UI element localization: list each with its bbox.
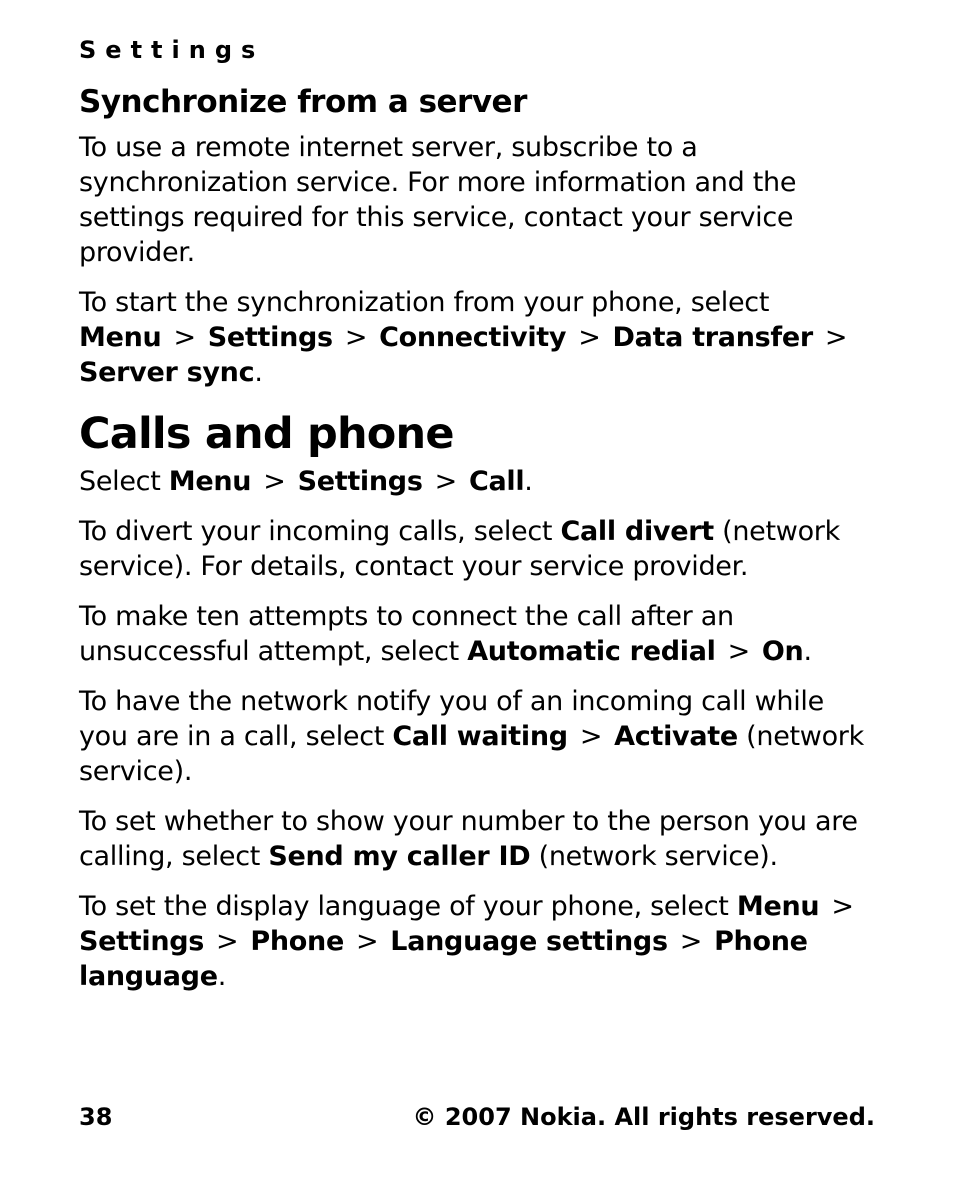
menu-path-item: Server sync: [79, 357, 255, 388]
calls-paragraph-5: [79, 804, 879, 874]
sync-paragraph-1: To use a remote internet server, subscribe to a synchronization service. For more information and the settings required for this service, contact your service provider.: [79, 132, 797, 268]
copyright-notice: © 2007 Nokia. All rights reserved.: [412, 1103, 875, 1131]
menu-path-item: Settings: [79, 926, 205, 957]
calls-p4-intro: To have the network notify you of an incoming call while you are in a call, select: [79, 686, 824, 752]
page-footer: [79, 1097, 875, 1137]
running-head: Settings: [79, 36, 265, 64]
sync-p2-end: .: [254, 357, 263, 388]
calls-paragraph-1: [79, 464, 879, 499]
path-separator: >: [173, 322, 196, 353]
calls-p5-intro: To set whether to show your number to the person you are calling, select: [79, 806, 858, 872]
path-separator: >: [344, 322, 368, 353]
sync-p2-intro: To start the synchronization from your phone, select: [79, 287, 770, 318]
calls-p4-end: (network service).: [79, 721, 864, 787]
calls-p2-end: (network service). For details, contact your service provider.: [79, 516, 840, 582]
calls-p2-intro: To divert your incoming calls, select: [79, 516, 553, 547]
menu-term: Send my caller ID: [268, 841, 531, 872]
menu-path-item: Language settings: [390, 926, 668, 957]
menu-path-item: Menu: [736, 891, 820, 922]
path-separator: >: [727, 636, 750, 667]
path-separator: >: [831, 891, 854, 922]
page-content: [79, 30, 879, 1009]
calls-p3-intro: To make ten attempts to connect the call after an unsuccessful attempt, select: [79, 601, 734, 667]
path-separator: >: [355, 926, 379, 957]
page-number: 38: [79, 1103, 113, 1131]
menu-path-item: Settings: [297, 466, 423, 497]
path-separator: >: [579, 721, 603, 752]
menu-path-item: Menu: [79, 322, 162, 353]
path-separator: >: [434, 466, 457, 497]
section-heading-sync: Synchronize from a server: [79, 84, 527, 120]
path-separator: >: [578, 322, 601, 353]
path-separator: >: [263, 466, 286, 497]
section-heading-calls: Calls and phone: [79, 409, 454, 459]
calls-p6-intro: To set the display language of your phone, select: [79, 891, 729, 922]
calls-p5-end: (network service).: [538, 841, 778, 872]
menu-path-item: Phone language: [79, 926, 808, 992]
menu-path-item: Call waiting: [392, 721, 568, 752]
calls-paragraph-6: [79, 889, 879, 994]
calls-p1-intro: Select: [79, 466, 161, 497]
menu-path-item: Settings: [207, 322, 333, 353]
calls-paragraph-2: [79, 514, 879, 584]
calls-paragraph-3: [79, 599, 879, 669]
menu-path-item: Data transfer: [612, 322, 813, 353]
sync-paragraph-2: [79, 285, 879, 390]
calls-p3-end: .: [803, 636, 812, 667]
menu-term: Call divert: [560, 516, 714, 547]
menu-path-item: Automatic redial: [467, 636, 716, 667]
menu-path-item: Phone: [250, 926, 344, 957]
menu-path-item: Connectivity: [379, 322, 567, 353]
calls-p6-end: .: [217, 961, 227, 992]
path-separator: >: [824, 322, 848, 353]
menu-path-item: Call: [468, 466, 525, 497]
calls-paragraph-4: [79, 684, 879, 789]
menu-path-item: Menu: [168, 466, 252, 497]
menu-path-item: Activate: [614, 721, 738, 752]
path-separator: >: [216, 926, 239, 957]
path-separator: >: [679, 926, 703, 957]
menu-path-item: On: [761, 636, 804, 667]
calls-p1-end: .: [524, 466, 533, 497]
